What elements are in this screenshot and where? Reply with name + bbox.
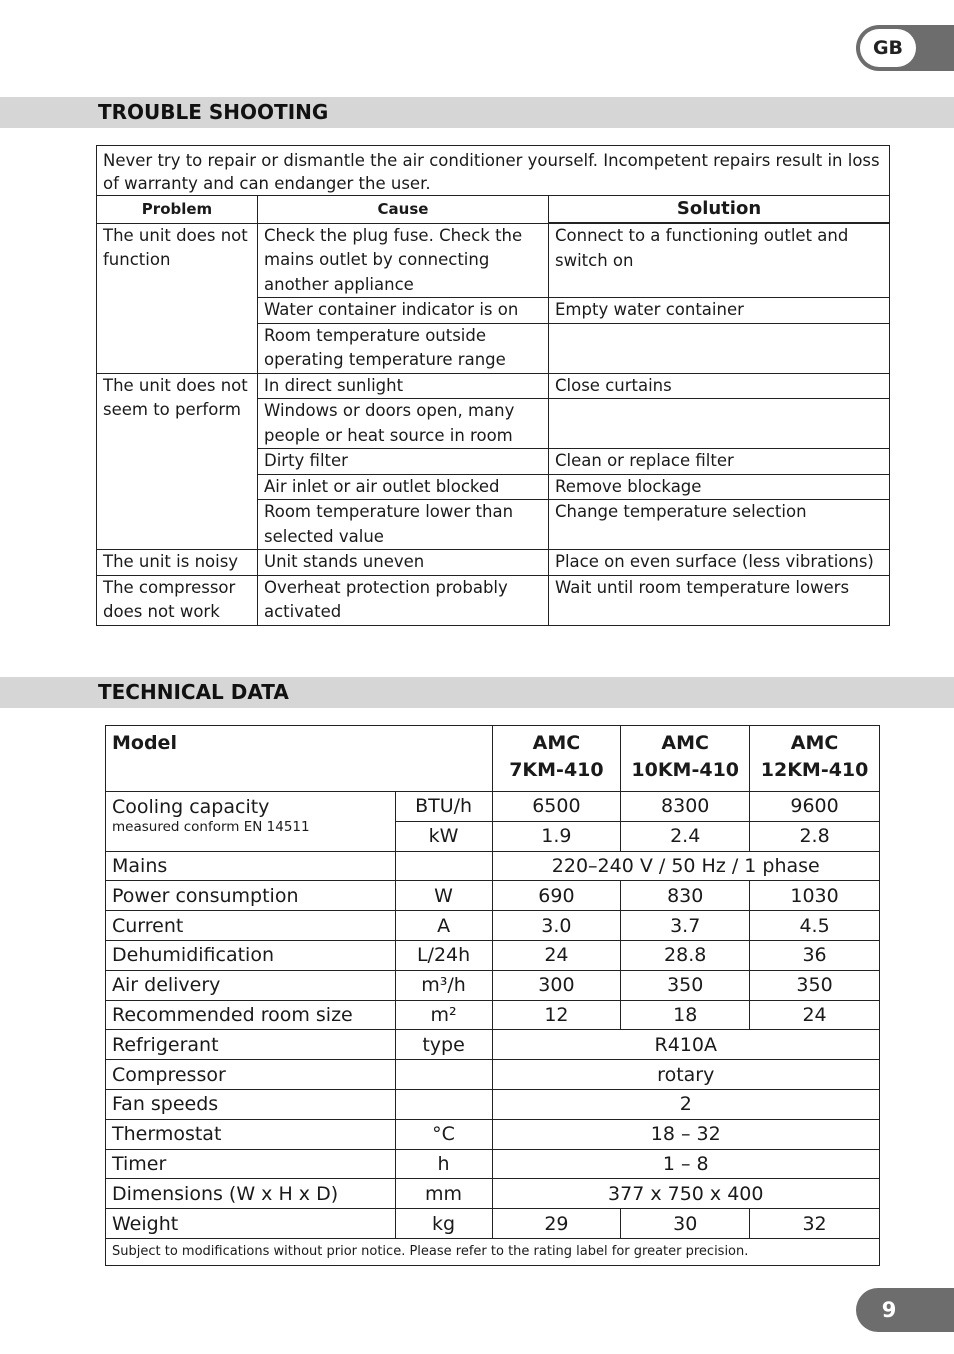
footnote: Subject to modifications without prior notice. Please refer to the rating label for greater precision. [106,1238,880,1265]
spec-label: Refrigerant [106,1030,396,1060]
model-cell: AMC 7KM-410 [492,726,621,792]
table-row [97,575,890,625]
header-solution: Solution [549,196,890,224]
unit-cell: kg [395,1209,492,1239]
unit-cell: h [395,1149,492,1179]
spec-row [106,911,880,941]
note-row [106,1238,880,1265]
solution-cell [549,323,890,373]
unit-cell: W [395,881,492,911]
value-cell: 350 [621,970,750,1000]
value-cell: 30 [621,1209,750,1239]
spec-label: Fan speeds [106,1089,396,1119]
spec-label: Current [106,911,396,941]
technical-data-header [0,677,954,708]
value-cell: 690 [492,881,621,911]
page-number-tab [856,1288,954,1332]
cause-cell: Check the plug fuse. Check the mains outlet by connecting another appliance [258,223,549,298]
spec-label: Compressor [106,1060,396,1090]
spec-row [106,970,880,1000]
value-cell: 18 – 32 [492,1119,879,1149]
spec-label: Air delivery [106,970,396,1000]
problem-cell: The unit does not seem to perform [97,373,258,550]
problem-cell: The unit is noisy [97,550,258,576]
language-tab [856,25,954,71]
cause-cell: Overheat protection probably activated [258,575,549,625]
value-cell: 2 [492,1089,879,1119]
problem-cell: The unit does not function [97,223,258,373]
value-cell: 830 [621,881,750,911]
value-cell: 1.9 [492,821,621,851]
spec-label: Timer [106,1149,396,1179]
language-label: GB [860,29,916,67]
cause-cell: Dirty filter [258,449,549,475]
spec-row [106,851,880,881]
spec-row [106,881,880,911]
value-cell: 3.0 [492,911,621,941]
solution-cell: Close curtains [549,373,890,399]
cooling-label: Cooling capacity measured conform EN 14511 [106,792,396,852]
spec-row [106,1179,880,1209]
unit-cell [395,851,492,881]
value-cell: 28.8 [621,940,750,970]
unit-cell: m² [395,1000,492,1030]
value-cell: R410A [492,1030,879,1060]
solution-cell: Empty water container [549,298,890,324]
header-problem: Problem [97,196,258,224]
value-cell: 300 [492,970,621,1000]
solution-cell: Change temperature selection [549,500,890,550]
spec-label: Thermostat [106,1119,396,1149]
value-cell: 1030 [750,881,880,911]
value-cell: rotary [492,1060,879,1090]
value-cell: 4.5 [750,911,880,941]
warning-text: Never try to repair or dismantle the air conditioner yourself. Incompetent repairs result in loss of warranty and can endanger the user. [97,146,890,196]
value-cell: 24 [492,940,621,970]
unit-cell: m³/h [395,970,492,1000]
model-row [106,726,880,792]
spec-label: Power consumption [106,881,396,911]
header-cause: Cause [258,196,549,224]
technical-data-title: TECHNICAL DATA [98,680,289,704]
value-cell: 18 [621,1000,750,1030]
solution-cell: Remove blockage [549,474,890,500]
trouble-shooting-header [0,97,954,128]
value-cell: 350 [750,970,880,1000]
spec-row [106,940,880,970]
value-cell: 9600 [750,792,880,822]
unit-cell: BTU/h [395,792,492,822]
unit-cell: °C [395,1119,492,1149]
cause-cell: Unit stands uneven [258,550,549,576]
spec-row [106,1089,880,1119]
table-row [97,550,890,576]
solution-cell: Connect to a functioning outlet and switch on [549,223,890,298]
unit-cell: kW [395,821,492,851]
cause-cell: Water container indicator is on [258,298,549,324]
value-cell: 1 – 8 [492,1149,879,1179]
technical-data-table [105,725,880,1266]
spec-row [106,1030,880,1060]
trouble-shooting-title: TROUBLE SHOOTING [98,100,329,124]
model-cell: AMC 12KM-410 [750,726,880,792]
cause-cell: In direct sunlight [258,373,549,399]
value-cell: 3.7 [621,911,750,941]
cause-cell: Room temperature lower than selected value [258,500,549,550]
unit-cell [395,1089,492,1119]
spec-row [106,1060,880,1090]
value-cell: 2.8 [750,821,880,851]
cause-cell: Room temperature outside operating temperature range [258,323,549,373]
problem-cell: The compressor does not work [97,575,258,625]
value-cell: 6500 [492,792,621,822]
unit-cell [395,1060,492,1090]
value-cell: 220–240 V / 50 Hz / 1 phase [492,851,879,881]
value-cell: 36 [750,940,880,970]
spec-label: Dehumidification [106,940,396,970]
spec-row [106,1119,880,1149]
value-cell: 32 [750,1209,880,1239]
cause-cell: Air inlet or air outlet blocked [258,474,549,500]
table-row [97,373,890,399]
spec-label: Dimensions (W x H x D) [106,1179,396,1209]
cause-cell: Windows or doors open, many people or heat source in room [258,399,549,449]
value-cell: 2.4 [621,821,750,851]
unit-cell: L/24h [395,940,492,970]
unit-cell: mm [395,1179,492,1209]
unit-cell: type [395,1030,492,1060]
cooling-row [106,792,880,822]
spec-label: Recommended room size [106,1000,396,1030]
value-cell: 29 [492,1209,621,1239]
trouble-shooting-table [96,145,890,626]
cooling-sublabel: measured conform EN 14511 [112,819,310,835]
spec-label: Weight [106,1209,396,1239]
solution-cell [549,399,890,449]
unit-cell: A [395,911,492,941]
value-cell: 12 [492,1000,621,1030]
value-cell: 8300 [621,792,750,822]
spec-row [106,1209,880,1239]
spec-row [106,1000,880,1030]
solution-cell: Wait until room temperature lowers [549,575,890,625]
page-number: 9 [881,1298,897,1322]
table-row [97,223,890,298]
solution-cell: Place on even surface (less vibrations) [549,550,890,576]
solution-cell: Clean or replace filter [549,449,890,475]
model-label: Model [106,726,493,792]
model-cell: AMC 10KM-410 [621,726,750,792]
spec-label: Mains [106,851,396,881]
value-cell: 377 x 750 x 400 [492,1179,879,1209]
spec-row [106,1149,880,1179]
value-cell: 24 [750,1000,880,1030]
